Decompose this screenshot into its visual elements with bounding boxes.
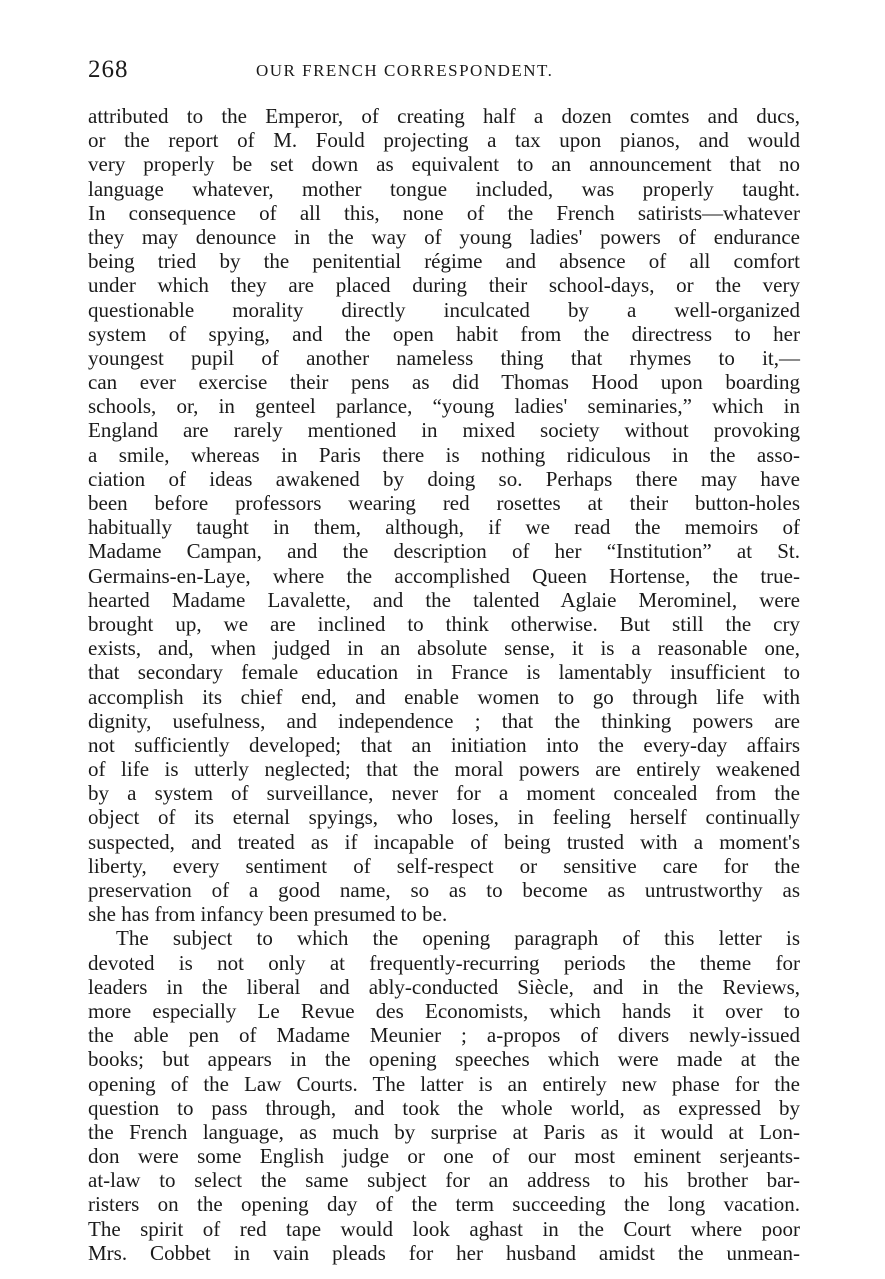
text-line: not sufficiently developed; that an initiation into the every-day affairs	[88, 732, 800, 757]
text-line: dignity, usefulness, and independence ; that the thinking powers are	[88, 708, 800, 733]
text-line: being tried by the penitential régime and absence of all comfort	[88, 249, 800, 274]
paragraph-start-line: The subject to which the opening paragraph of this letter is	[116, 926, 800, 951]
text-line: under which they are placed during their school-days, or the very	[88, 273, 800, 298]
text-line: they may denounce in the way of young ladies' powers of endurance	[88, 224, 800, 249]
text-line: by a system of surveillance, never for a moment concealed from the	[88, 781, 800, 806]
text-line: questionable morality directly inculcated by a well-organized	[88, 297, 800, 322]
body-text	[88, 104, 800, 1265]
text-line: of life is utterly neglected; that the moral powers are entirely weakened	[88, 757, 800, 782]
text-line: exists, and, when judged in an absolute sense, it is a reasonable one,	[88, 636, 800, 661]
text-line: preservation of a good name, so as to become as untrustworthy as	[88, 878, 800, 902]
text-line: at-law to select the same subject for an address to his brother bar-	[88, 1168, 800, 1193]
text-line: ciation of ideas awakened by doing so. Perhaps there may have	[88, 466, 800, 491]
text-line: very properly be set down as equivalent to an announcement that no	[88, 152, 800, 177]
text-line: the French language, as much by surprise at Paris as it would at Lon-	[88, 1119, 800, 1144]
text-line: can ever exercise their pens as did Thomas Hood upon boarding	[88, 370, 800, 395]
text-line: Madame Campan, and the description of her “Institution” at St.	[88, 539, 800, 564]
text-line: leaders in the liberal and ably-conducted Siècle, and in the Reviews,	[88, 974, 800, 999]
text-line: youngest pupil of another nameless thing that rhymes to it,—	[88, 345, 800, 370]
running-head: OUR FRENCH CORRESPONDENT.	[256, 61, 554, 80]
text-line: In consequence of all this, none of the French satirists—whatever	[88, 200, 800, 225]
text-line: England are rarely mentioned in mixed society without provoking	[88, 418, 800, 443]
text-line: the able pen of Madame Meunier ; a-propos of divers newly-issued	[88, 1023, 800, 1048]
text-line: language whatever, mother tongue included, was properly taught.	[88, 176, 800, 201]
text-line: been before professors wearing red rosettes at their button-holes	[88, 491, 800, 515]
text-line: a smile, whereas in Paris there is nothing ridiculous in the asso-	[88, 442, 800, 467]
text-line: Germains-en-Laye, where the accomplished Queen Hortense, the true-	[88, 563, 800, 588]
text-line: opening of the Law Courts. The latter is an entirely new phase for the	[88, 1071, 800, 1096]
page-header	[88, 56, 800, 88]
text-line: risters on the opening day of the term succeeding the long vacation.	[88, 1192, 800, 1217]
text-line: question to pass through, and took the whole world, as expressed by	[88, 1095, 800, 1120]
text-line: schools, or, in genteel parlance, “young ladies' seminaries,” which in	[88, 394, 800, 419]
text-line: system of spying, and the open habit from the directress to her	[88, 321, 800, 346]
text-line: object of its eternal spyings, who loses, in feeling herself continually	[88, 805, 800, 830]
text-line: hearted Madame Lavalette, and the talented Aglaie Merominel, were	[88, 587, 800, 612]
paragraph-end-line: she has from infancy been presumed to be.	[88, 902, 448, 927]
text-line: don were some English judge or one of our most eminent serjeants-	[88, 1144, 800, 1169]
text-line: The spirit of red tape would look aghast in the Court where poor	[88, 1216, 800, 1241]
page-number: 268	[88, 56, 129, 83]
text-line: devoted is not only at frequently-recurring periods the theme for	[88, 950, 800, 975]
text-line: or the report of M. Fould projecting a tax upon pianos, and would	[88, 128, 800, 153]
text-line: accomplish its chief end, and enable women to go through life with	[88, 684, 800, 709]
text-line: that secondary female education in France is lamentably insufficient to	[88, 660, 800, 685]
text-line: Mrs. Cobbet in vain pleads for her husband amidst the unmean-	[88, 1240, 800, 1265]
text-line: habitually taught in them, although, if we read the memoirs of	[88, 515, 800, 540]
text-line: more especially Le Revue des Economists, which hands it over to	[88, 998, 800, 1023]
text-line: attributed to the Emperor, of creating half a dozen comtes and ducs,	[88, 104, 800, 128]
text-line: books; but appears in the opening speeches which were made at the	[88, 1047, 800, 1072]
text-line: liberty, every sentiment of self-respect or sensitive care for the	[88, 853, 800, 878]
text-line: suspected, and treated as if incapable of being trusted with a moment's	[88, 829, 800, 854]
text-line: brought up, we are inclined to think otherwise. But still the cry	[88, 611, 800, 636]
